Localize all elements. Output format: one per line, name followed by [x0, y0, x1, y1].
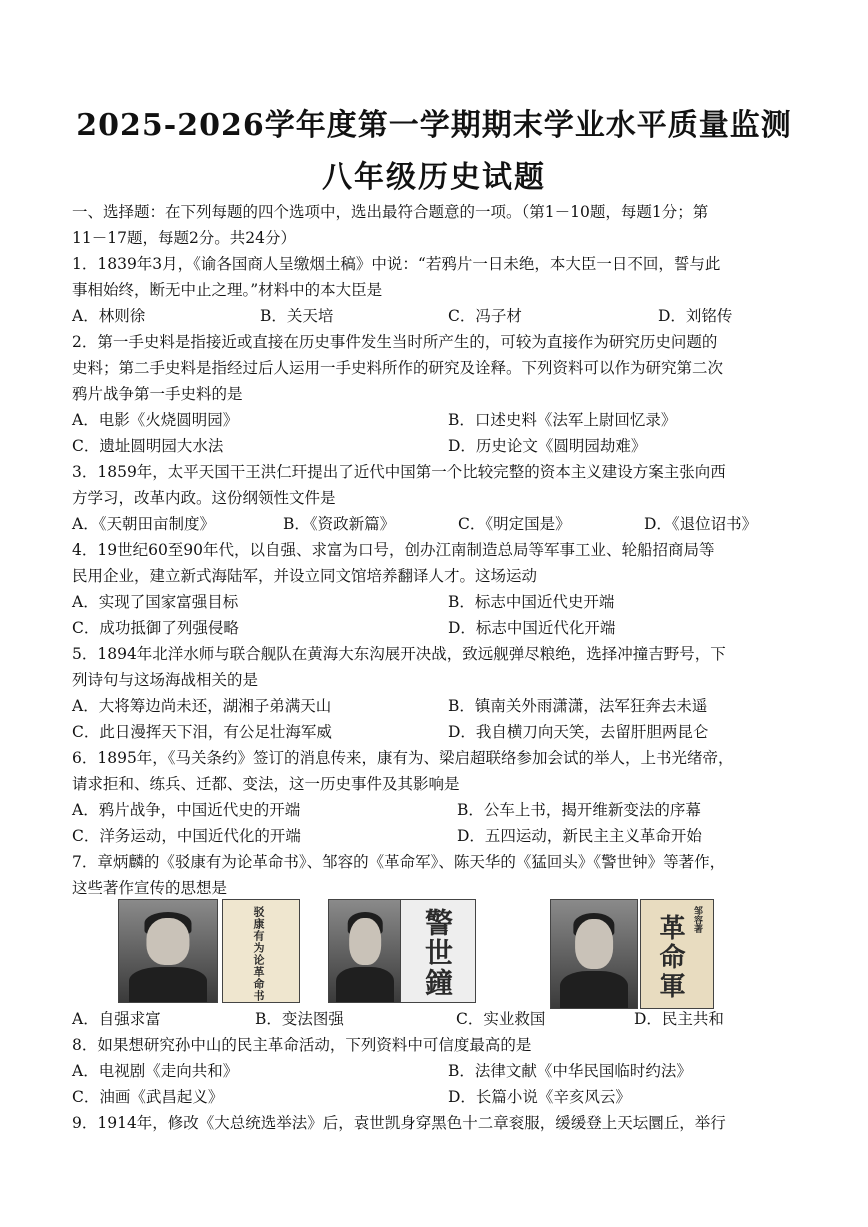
question-text: 9．1914年，修改《大总统选举法》后，袁世凯身穿黑色十二章衮服，缓缓登上天坛圜丘，举行: [72, 1114, 726, 1132]
option-b: B．口述史料《法军上尉回忆录》: [448, 411, 677, 429]
option-a: A．林则徐: [72, 307, 146, 325]
option-a: A．电影《火烧圆明园》: [72, 411, 239, 429]
question-text: 鸦片战争第一手史料的是: [72, 385, 243, 403]
option-a: A．自强求富: [72, 1010, 161, 1028]
option-b: B．法律文献《中华民国临时约法》: [448, 1062, 692, 1080]
option-c: C．油画《武昌起义》: [72, 1088, 224, 1106]
option-d: D．民主共和: [634, 1010, 724, 1028]
portrait-zhang-binglin-image: [118, 899, 218, 1003]
exam-title: 2025-2026学年度第一学期期末学业水平质量监测: [76, 108, 792, 143]
book-title: 革命軍: [655, 914, 685, 1001]
option-d: D．我自横刀向天笑，去留肝胆两昆仑: [448, 723, 709, 741]
section-instruction: 11－17题，每题2分。共24分）: [72, 229, 297, 247]
option-d: D．《退位诏书》: [644, 515, 758, 533]
portrait-chen-tianhua-image: [550, 899, 638, 1009]
question-text: 4．19世纪60至90年代，以自强、求富为口号，创办江南制造总局等军事工业、轮船招商局等: [72, 541, 715, 559]
option-b: B．关天培: [260, 307, 334, 325]
question-text: 5．1894年北洋水师与联合舰队在黄海大东沟展开决战，致远舰弹尽粮绝，选择冲撞吉野号，下: [72, 645, 726, 663]
option-b: B．标志中国近代史开端: [448, 593, 615, 611]
question-text: 民用企业，建立新式海陆军，并设立同文馆培养翻译人才。这场运动: [72, 567, 538, 585]
option-a: A．《天朝田亩制度》: [72, 515, 215, 533]
option-c: C．此日漫挥天下泪，有公足壮海军威: [72, 723, 332, 741]
question-text: 7．章炳麟的《驳康有为论革命书》、邹容的《革命军》、陈天华的《猛回头》《警世钟》等著作，: [72, 853, 726, 871]
book-cover-image: [640, 899, 714, 1009]
exam-subtitle: 八年级历史试题: [322, 160, 546, 195]
question-text: 方学习，改革内政。这份纲领性文件是: [72, 489, 336, 507]
option-b: B．公车上书，揭开维新变法的序幕: [457, 801, 701, 819]
question-text: 1．1839年3月，《谕各国商人呈缴烟土稿》中说：“若鸦片一日未绝，本大臣一日不回，誓与此: [72, 255, 721, 273]
option-a: A．鸦片战争，中国近代史的开端: [72, 801, 301, 819]
option-a: A．实现了国家富强目标: [72, 593, 239, 611]
option-a: A．大将筹边尚未还，湖湘子弟满天山: [72, 697, 332, 715]
option-b: B．镇南关外雨潇潇，法军狂奔去未遥: [448, 697, 708, 715]
option-c: C．遗址圆明园大水法: [72, 437, 224, 455]
question-text: 2．第一手史料是指接近或直接在历史事件发生当时所产生的，可较为直接作为研究历史问题的: [72, 333, 718, 351]
option-d: D．长篇小说《辛亥风云》: [448, 1088, 631, 1106]
option-c: C．《明定国是》: [458, 515, 571, 533]
question-text: 列诗句与这场海战相关的是: [72, 671, 259, 689]
question-text: 3．1859年，太平天国干王洪仁玕提出了近代中国第一个比较完整的资本主义建设方案主张向西: [72, 463, 726, 481]
question-text: 请求拒和、练兵、迁都、变法，这一历史事件及其影响是: [72, 775, 460, 793]
book-title: 警世鐘: [421, 908, 454, 998]
book-author: 邹容著: [692, 906, 702, 933]
option-c: C．成功抵御了列强侵略: [72, 619, 239, 637]
book-title: 驳康有为论革命书: [252, 906, 265, 1002]
option-a: A．电视剧《走向共和》: [72, 1062, 239, 1080]
question-text: 史料；第二手史料是指经过后人运用一手史料所作的研究及诠释。下列资料可以作为研究第二次: [72, 359, 724, 377]
option-b: B．《资政新篇》: [283, 515, 396, 533]
option-d: D．刘铭传: [658, 307, 733, 325]
option-c: C．洋务运动，中国近代化的开端: [72, 827, 301, 845]
portrait-zou-rong-image: [328, 899, 402, 1003]
question-text: 8．如果想研究孙中山的民主革命活动，下列资料中可信度最高的是: [72, 1036, 532, 1054]
question-text: 这些著作宣传的思想是: [72, 879, 228, 897]
book-cover-image: [222, 899, 300, 1003]
option-d: D．标志中国近代化开端: [448, 619, 616, 637]
option-c: C．实业救国: [456, 1010, 546, 1028]
option-b: B．变法图强: [255, 1010, 344, 1028]
question-text: 6．1895年，《马关条约》签订的消息传来，康有为、梁启超联络参加会试的举人，上书光绪帝，: [72, 749, 734, 767]
option-c: C．冯子材: [448, 307, 522, 325]
question-text: 事相始终，断无中止之理。”材料中的本大臣是: [72, 281, 383, 299]
book-cover-image: [400, 899, 476, 1003]
option-d: D．历史论文《圆明园劫难》: [448, 437, 647, 455]
section-instruction: 一、选择题：在下列每题的四个选项中，选出最符合题意的一项。（第1－10题，每题1分；第: [72, 203, 709, 221]
option-d: D．五四运动，新民主主义革命开始: [457, 827, 702, 845]
